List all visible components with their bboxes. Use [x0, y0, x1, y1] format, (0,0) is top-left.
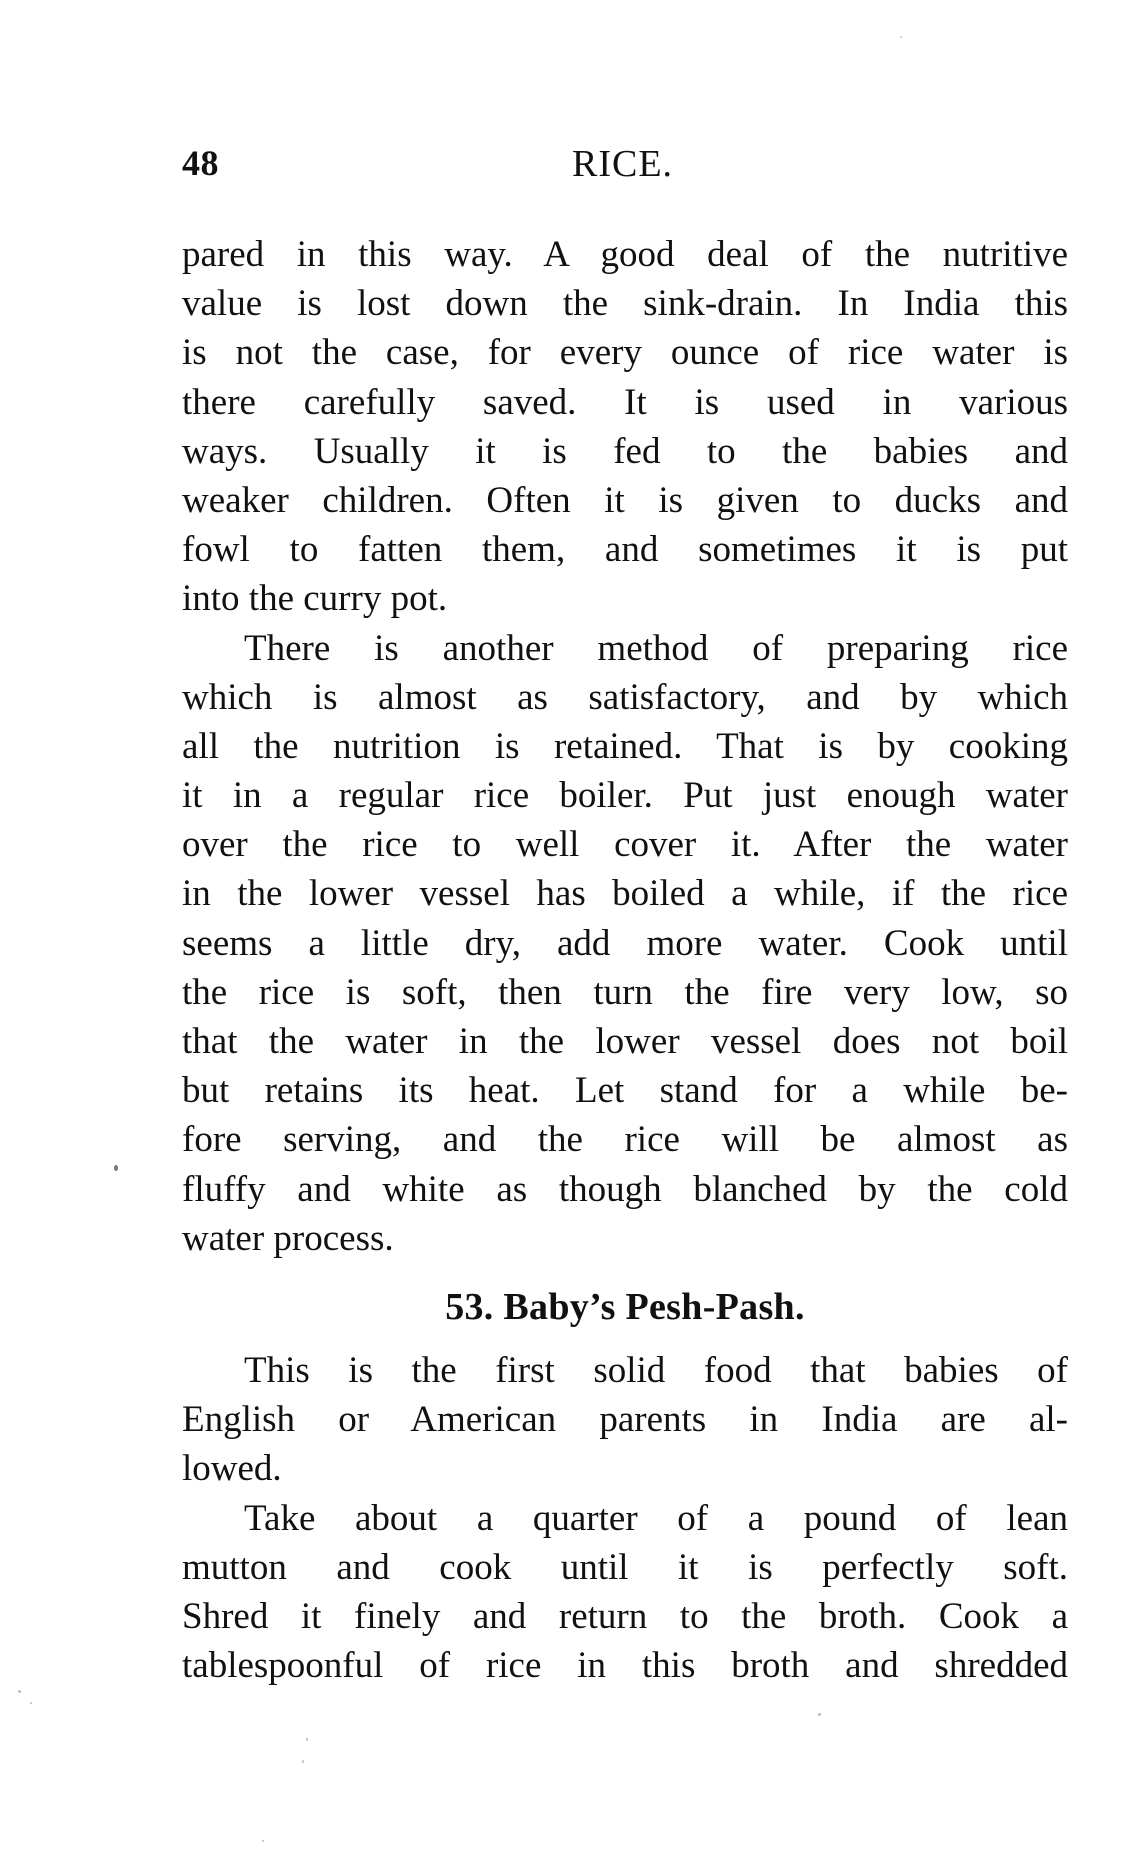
scan-speck — [18, 1690, 21, 1693]
text-line: it in a regular rice boiler. Put just enough water — [182, 775, 1068, 817]
text-line: in the lower vessel has boiled a while, if the rice — [182, 873, 1068, 915]
text-line: over the rice to well cover it. After the water — [182, 824, 1068, 866]
paragraph — [182, 1494, 1068, 1691]
text-line: there carefully saved. It is used in various — [182, 381, 1068, 423]
body-text — [182, 230, 1068, 1690]
text-line: fowl to fatten them, and sometimes it is put — [182, 529, 1068, 571]
text-line: lowed. — [182, 1448, 282, 1490]
paragraph — [182, 1346, 1068, 1494]
text-line: the rice is soft, then turn the fire very low, so — [182, 971, 1068, 1013]
text-line: but retains its heat. Let stand for a while be- — [182, 1070, 1068, 1112]
section-heading: 53. Baby’s Pesh-Pash. — [445, 1285, 805, 1328]
text-line: Take about a quarter of a pound of lean — [244, 1497, 1068, 1539]
text-line: fore serving, and the rice will be almost as — [182, 1119, 1068, 1161]
text-line: tablespoonful of rice in this broth and shredded — [182, 1645, 1068, 1687]
text-line: weaker children. Often it is given to ducks and — [182, 479, 1068, 521]
paragraph — [182, 624, 1068, 1263]
page-number: 48 — [182, 143, 219, 183]
text-line: water process. — [182, 1217, 394, 1259]
running-head — [182, 142, 1062, 192]
text-line: fluffy and white as though blanched by the cold — [182, 1168, 1068, 1210]
text-line: Shred it finely and return to the broth. Cook a — [182, 1595, 1068, 1637]
text-line: all the nutrition is retained. That is by cooking — [182, 725, 1068, 767]
scan-speck — [302, 1760, 304, 1763]
text-line: mutton and cook until it is perfectly soft. — [182, 1546, 1068, 1588]
scan-speck — [30, 1702, 32, 1704]
text-line: This is the first solid food that babies of — [244, 1349, 1068, 1391]
scan-speck — [900, 36, 902, 38]
scan-speck — [262, 1840, 264, 1842]
scan-speck — [114, 1165, 118, 1171]
text-line: seems a little dry, add more water. Cook until — [182, 922, 1068, 964]
text-line: is not the case, for every ounce of rice water is — [182, 332, 1068, 374]
text-line: There is another method of preparing rice — [244, 627, 1068, 669]
text-line: into the curry pot. — [182, 578, 448, 620]
text-line: ways. Usually it is fed to the babies and — [182, 430, 1068, 472]
text-line: pared in this way. A good deal of the nutritive — [182, 234, 1068, 275]
text-line: English or American parents in India are al- — [182, 1399, 1068, 1441]
paragraph — [182, 230, 1068, 624]
scan-speck — [818, 1713, 821, 1716]
running-title: RICE. — [572, 143, 674, 185]
text-line: value is lost down the sink-drain. In India this — [182, 283, 1068, 325]
text-line: that the water in the lower vessel does not boil — [182, 1021, 1068, 1062]
text-line: which is almost as satisfactory, and by which — [182, 676, 1068, 718]
scan-speck — [306, 1738, 308, 1741]
